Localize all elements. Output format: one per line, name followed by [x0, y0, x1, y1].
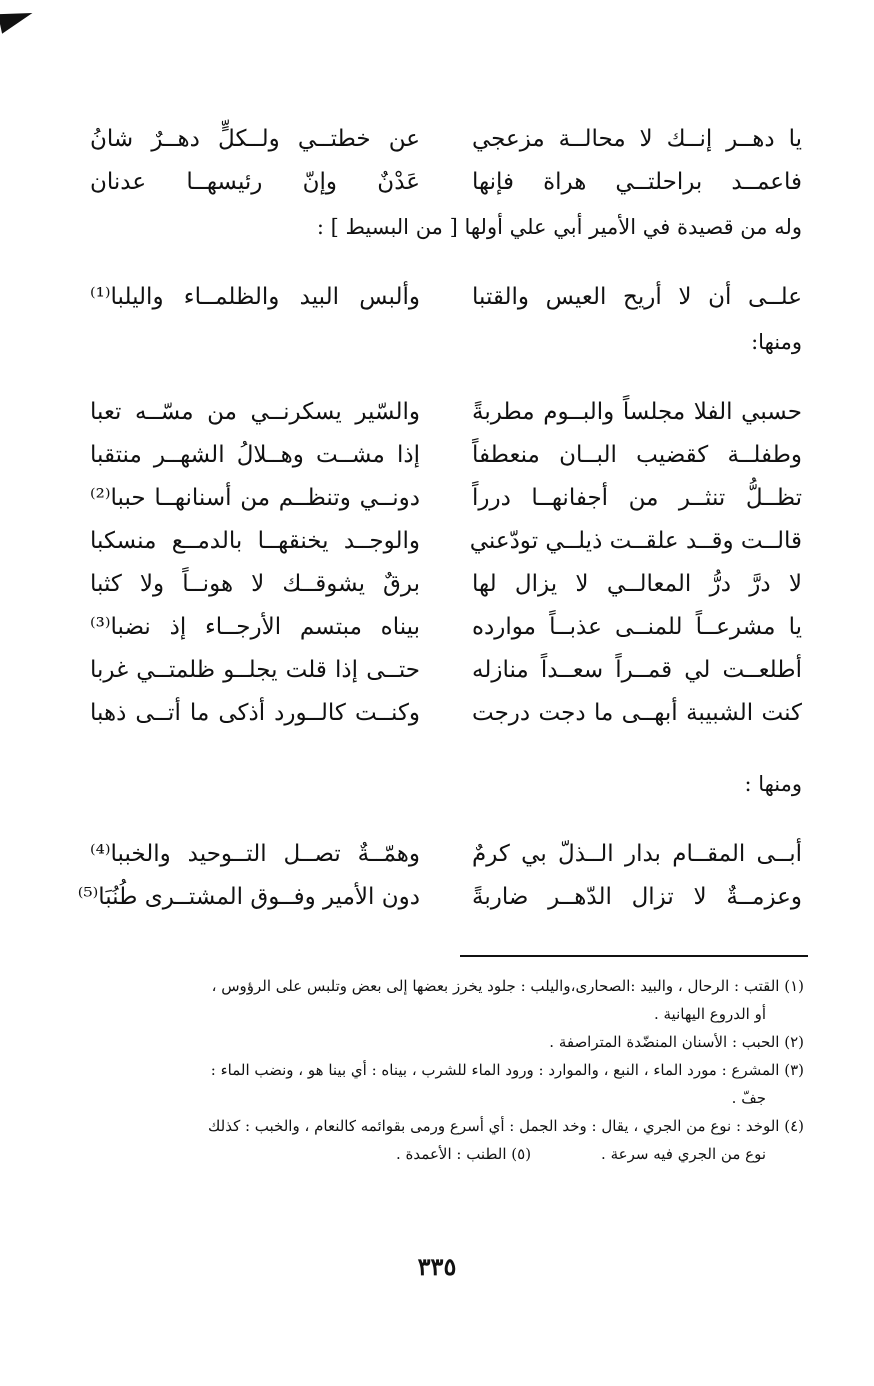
footnote-1-continued: أو الدروع اليهانية .: [653, 1005, 766, 1023]
verse-first-hemistich: يا مشرعــاً للمنــى عذبــاً موارده: [472, 614, 802, 640]
footnote-5: (٥) الطنب : الأعمدة .: [396, 1145, 532, 1163]
verse-line: [90, 606, 802, 649]
verse-second-hemistich: والسّير يسكرنــي من مسّــه تعبا: [90, 399, 420, 425]
footnote-3-continued: جفّ .: [731, 1089, 766, 1107]
verse-line: [90, 477, 802, 520]
footnote-divider: [460, 955, 808, 957]
footnote-1: (١) القتب : الرحال ، والبيد :الصحارى،واليلب : جلود يخرز بعضها إلى بعض وتلبس على الرؤوس ،: [211, 977, 804, 995]
page-body: [77, 118, 802, 919]
verse-first-hemistich: فاعمــد براحلتــي هراة فإنها: [472, 169, 802, 195]
verse-line: [90, 391, 802, 434]
verse-second-hemistich: دون الأمير وفــوق المشتــرى طُنُبَا⁽⁵⁾: [77, 884, 420, 910]
footnote-4-continued: نوع من الجري فيه سرعة .: [601, 1145, 766, 1163]
verse-second-hemistich: وهمّــةٌ تصــل التــوحيد والخببا⁽⁴⁾: [90, 841, 420, 867]
verse-second-hemistich: وكنــت كالــورد أذكى ما أتــى ذهبا: [90, 700, 420, 726]
verse-second-hemistich: عن خطتــي ولــكلٍّ دهــرٌ شانُ: [90, 126, 420, 152]
verse-first-hemistich: لا درَّ درُّ المعالــي لا يزال لها: [472, 571, 802, 597]
verse-first-hemistich: وعزمــةٌ لا تزال الدّهــر ضاربةً: [472, 884, 802, 910]
verse-line: [90, 118, 802, 161]
verse-line: [90, 161, 802, 204]
verse-second-hemistich: والوجــد يخنقهــا بالدمــع منسكبا: [90, 528, 420, 554]
verse-first-hemistich: تظــلُّ تنثــر من أجفانهــا درراً: [472, 485, 802, 511]
verse-line: [90, 563, 802, 606]
verse-second-hemistich: عَدْنٌ وإنّ رئيسهــا عدنان: [90, 169, 420, 195]
verse-first-hemistich: يا دهــر إنــك لا محالــة مزعجي: [472, 126, 802, 152]
verse-second-hemistich: حتــى إذا قلت يجلــو ظلمتــي غربا: [90, 657, 420, 683]
intro-line: وله من قصيدة في الأمير أبي علي أولها [ من البسيط ] :: [316, 215, 802, 239]
verse-second-hemistich: دونــي وتنظــم من أسنانهــا حببا⁽²⁾: [90, 485, 420, 511]
footnotes: [100, 972, 804, 1168]
verse-second-hemistich: إذا مشــت وهــلالُ الشهــر منتقبا: [90, 442, 420, 468]
footnote-2: (٢) الحبب : الأسنان المنضّدة المتراصفة .: [549, 1033, 804, 1051]
verse-first-hemistich: حسبي الفلا مجلساً والبــوم مطربةً: [472, 399, 802, 425]
verse-line: [90, 434, 802, 477]
verse-first-hemistich: أطلعــت لي قمــراً سعــداً منازله: [472, 657, 802, 683]
verse-line: [90, 520, 802, 563]
verse-second-hemistich: برقٌ يشوقــك لا هونــاً ولا كثبا: [90, 571, 420, 597]
footnote-4-5-row: [100, 1140, 804, 1168]
page-corner-mark: [0, 7, 35, 34]
verse-first-hemistich: وطفلــة كقضيب البــان منعطفاً: [472, 442, 802, 468]
section-heading-minha: ومنها:: [751, 330, 802, 354]
verse-first-hemistich: قالــت وقــد علقــت ذيلــي تودّعني: [469, 528, 802, 554]
verse-second-hemistich: بيناه مبتسم الأرجــاء إذ نضبا⁽³⁾: [90, 614, 420, 640]
verse-first-hemistich: كنت الشبيبة أبهــى ما دجت درجت: [472, 700, 802, 726]
verse-line: [90, 833, 802, 876]
footnote-3: (٣) المشرع : مورد الماء ، النبع ، والموارد : ورود الماء للشرب ، بيناه : أي بينا هو ، ونضب الماء :: [210, 1061, 804, 1079]
verse-line: [90, 649, 802, 692]
verse-line: [90, 692, 802, 735]
page-number: ٣٣٥: [417, 1252, 457, 1281]
footnote-4: (٤) الوخد : نوع من الجري ، يقال : وخد الجمل : أي أسرع ورمى بقوائمه كالنعام ، والخبب : كذلك: [207, 1117, 804, 1135]
verse-first-hemistich: علــى أن لا أريح العيس والقتبا: [472, 284, 802, 310]
verse-first-hemistich: أبــى المقــام بدار الــذلّ بي كرمٌ: [472, 841, 802, 867]
section-heading-minha: ومنها :: [744, 772, 802, 796]
verse-line: [77, 876, 802, 919]
verse-line: [90, 276, 802, 319]
verse-second-hemistich: وألبس البيد والظلمــاء واليلبا⁽¹⁾: [90, 284, 420, 310]
